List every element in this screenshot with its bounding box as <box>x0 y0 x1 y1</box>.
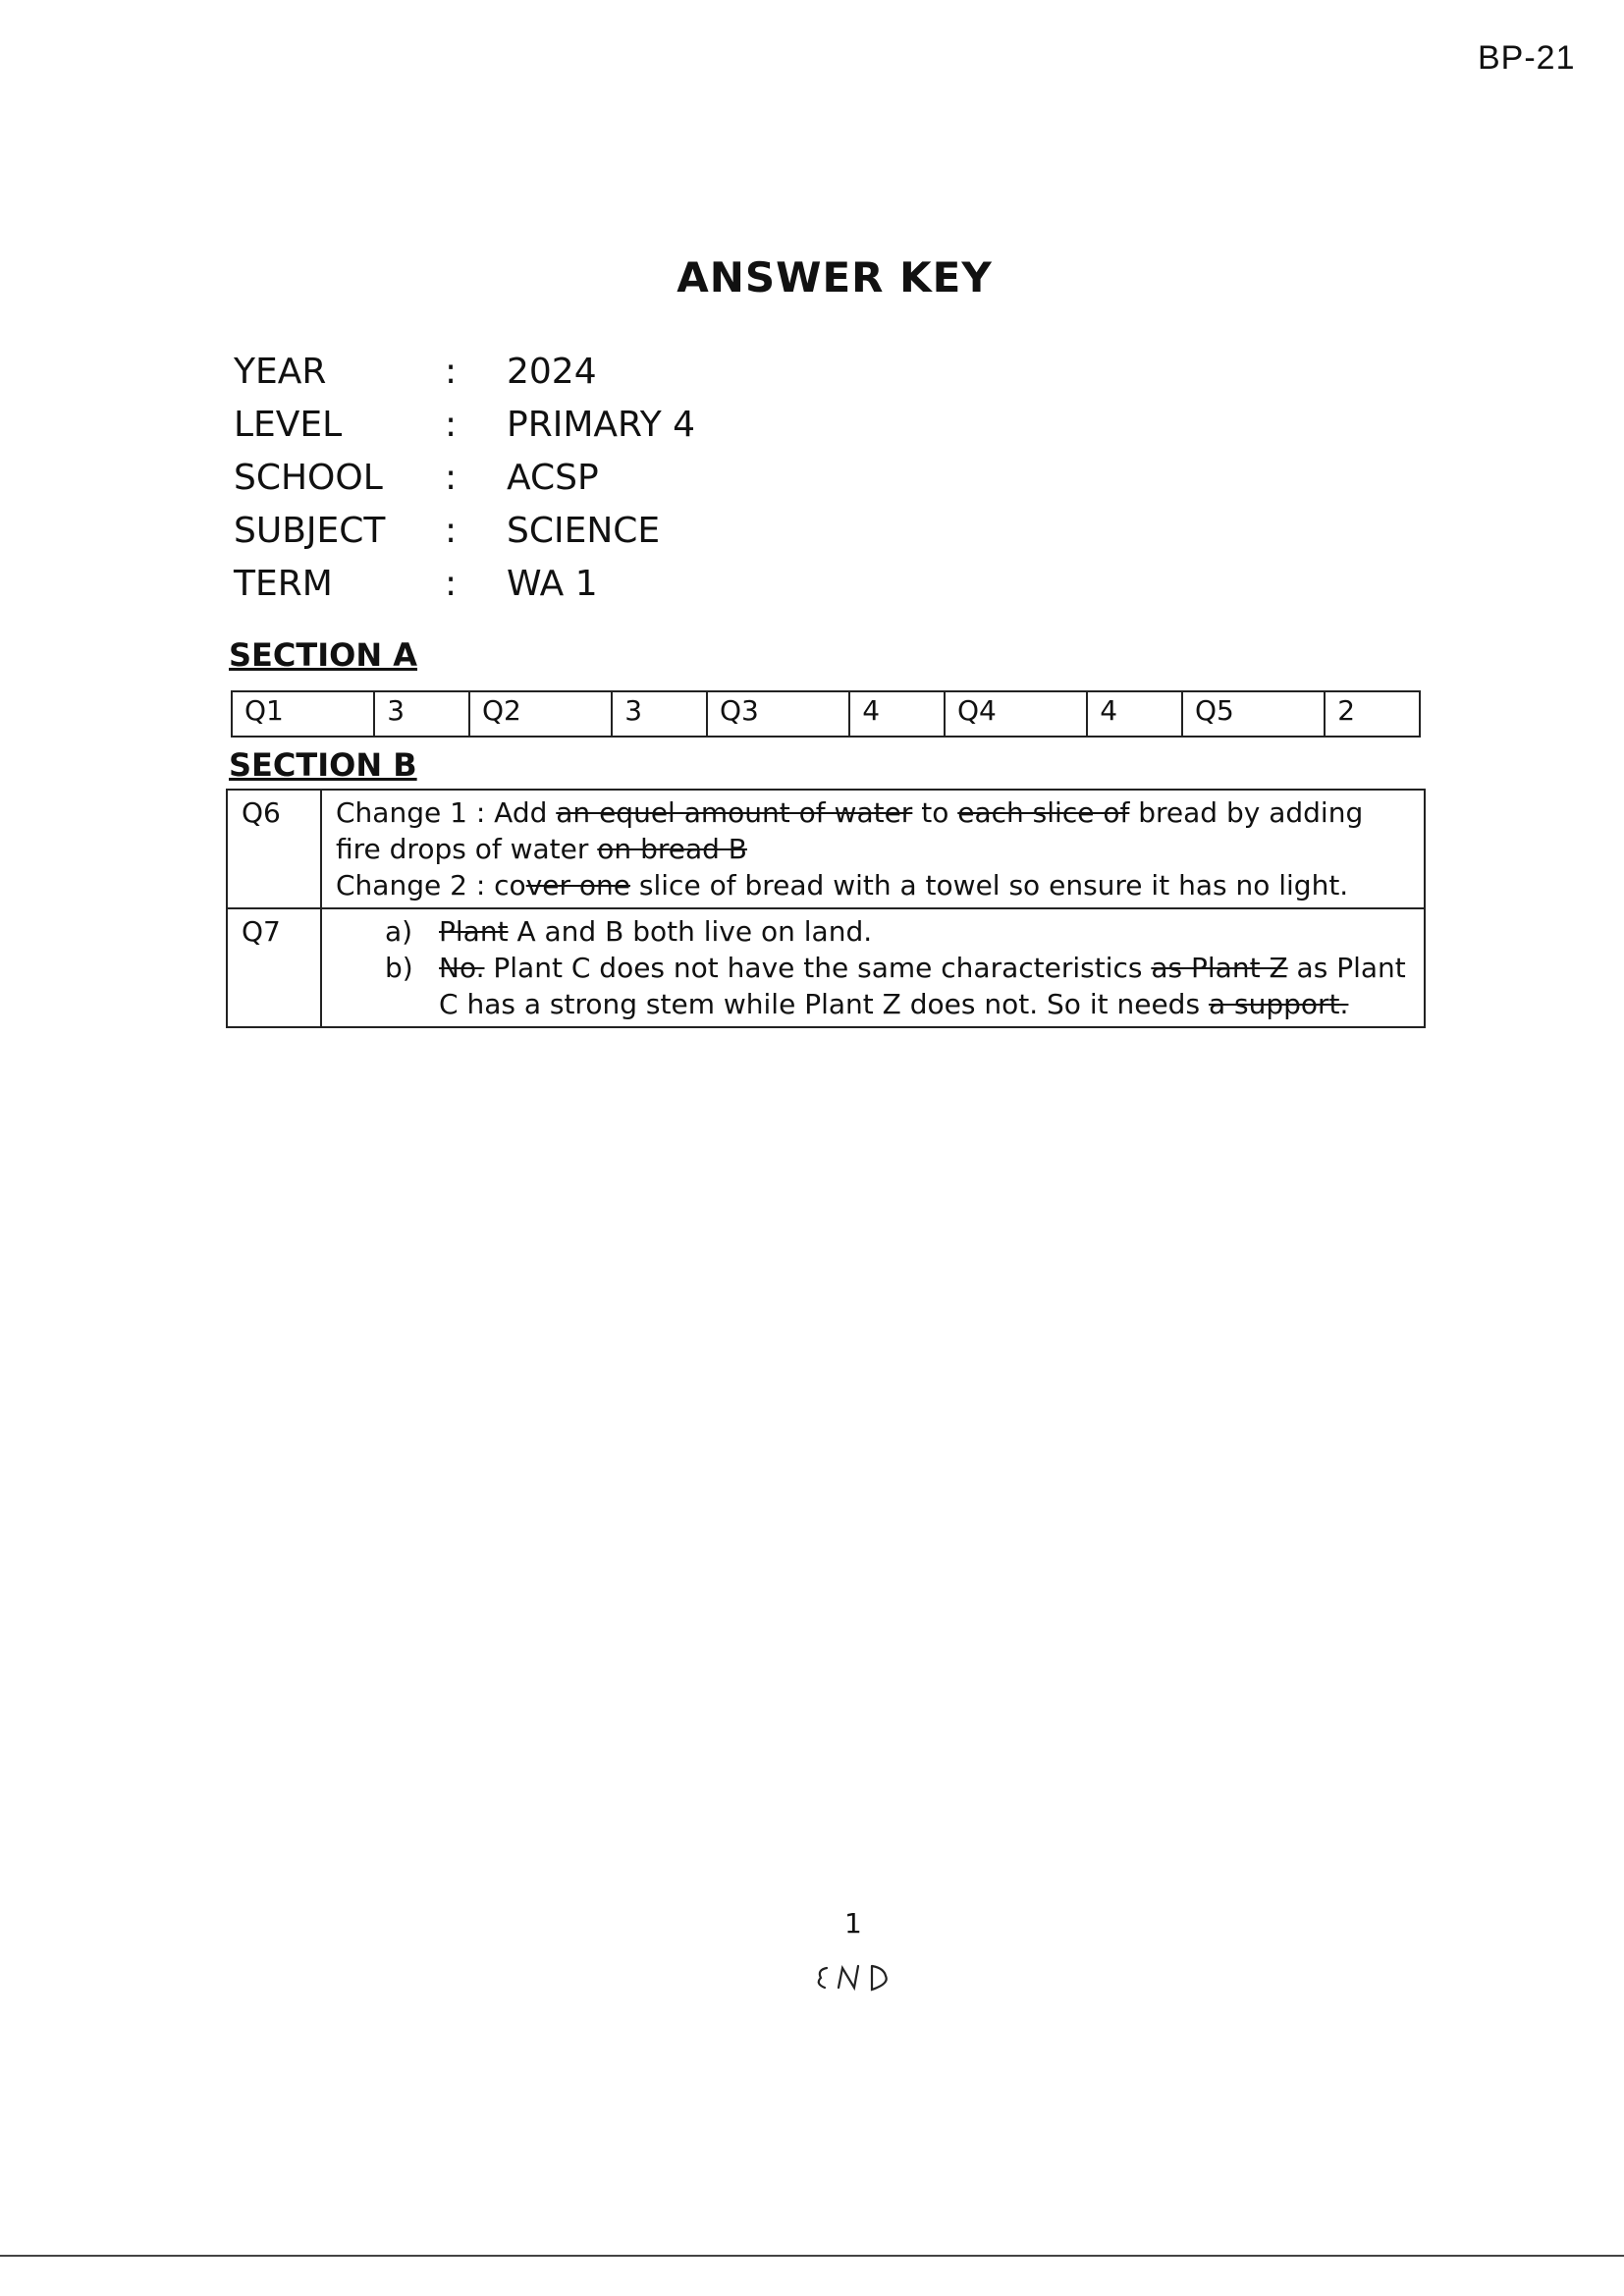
meta-label: YEAR <box>234 352 327 392</box>
section-a-heading: SECTION A <box>229 636 418 674</box>
meta-label: SCHOOL <box>234 458 383 498</box>
answer-text: Plant C does not have the same characteristics <box>493 952 1143 984</box>
question-label: Q4 <box>945 691 1087 737</box>
part-body <box>385 950 1410 1022</box>
meta-colon: : <box>445 352 458 392</box>
meta-colon: : <box>445 564 458 604</box>
meta-value: PRIMARY 4 <box>507 405 696 445</box>
answer-text: to <box>921 796 949 829</box>
section-b-heading: SECTION B <box>229 746 417 784</box>
q6-answer <box>321 790 1425 908</box>
answer-value: 4 <box>1087 691 1182 737</box>
section-a-table <box>231 690 1421 738</box>
struck-text: an equel amount of water <box>556 796 913 829</box>
meta-value: ACSP <box>507 458 599 498</box>
answer-text: as Plant C has a strong stem while Plant Z does not. So it needs <box>439 952 1406 1020</box>
change-2-prefix: Change 2 : co <box>336 869 526 902</box>
answer-value: 3 <box>374 691 469 737</box>
document-title: ANSWER KEY <box>677 253 993 301</box>
struck-text: Plant <box>439 915 509 948</box>
q7-part-b <box>336 950 1410 1022</box>
q7-part-a <box>336 913 1410 950</box>
struck-text: No. <box>439 952 485 984</box>
page-number: 1 <box>844 1907 862 1940</box>
answer-text: slice of bread with a towel so ensure it has no light. <box>638 869 1349 902</box>
answer-value: 2 <box>1325 691 1420 737</box>
bottom-rule <box>0 2255 1624 2257</box>
answer-text: A and B both live on land. <box>516 915 873 948</box>
page-code: BP-21 <box>1478 39 1576 77</box>
struck-text: ver one <box>525 869 630 902</box>
part-marker: b) <box>385 952 413 984</box>
struck-text: on bread B <box>597 833 748 865</box>
struck-text: a support. <box>1208 988 1349 1020</box>
q7-answer <box>321 908 1425 1027</box>
question-label: Q6 <box>227 790 321 908</box>
table-row <box>227 790 1425 908</box>
meta-label: TERM <box>234 564 333 604</box>
struck-text: as Plant Z <box>1151 952 1288 984</box>
section-b-table <box>226 789 1426 1028</box>
meta-label: SUBJECT <box>234 511 386 551</box>
meta-value: SCIENCE <box>507 511 661 551</box>
answer-value: 4 <box>849 691 945 737</box>
part-body <box>385 913 1410 950</box>
struck-text: each slice of <box>957 796 1130 829</box>
change-1 <box>336 794 1410 867</box>
change-2 <box>336 867 1410 903</box>
meta-value: WA 1 <box>507 564 598 604</box>
meta-colon: : <box>445 511 458 551</box>
question-label: Q3 <box>707 691 849 737</box>
table-row <box>232 691 1420 737</box>
meta-label: LEVEL <box>234 405 343 445</box>
part-marker: a) <box>385 915 413 948</box>
table-row <box>227 908 1425 1027</box>
meta-value: 2024 <box>507 352 597 392</box>
meta-colon: : <box>445 458 458 498</box>
question-label: Q5 <box>1182 691 1325 737</box>
answer-value: 3 <box>612 691 707 737</box>
answer-text: bread by adding fire drops of water <box>336 796 1364 865</box>
question-label: Q7 <box>227 908 321 1027</box>
handwritten-end-mark <box>813 1954 921 1999</box>
change-1-prefix: Change 1 : Add <box>336 796 548 829</box>
question-label: Q1 <box>232 691 374 737</box>
question-label: Q2 <box>469 691 612 737</box>
meta-colon: : <box>445 405 458 445</box>
